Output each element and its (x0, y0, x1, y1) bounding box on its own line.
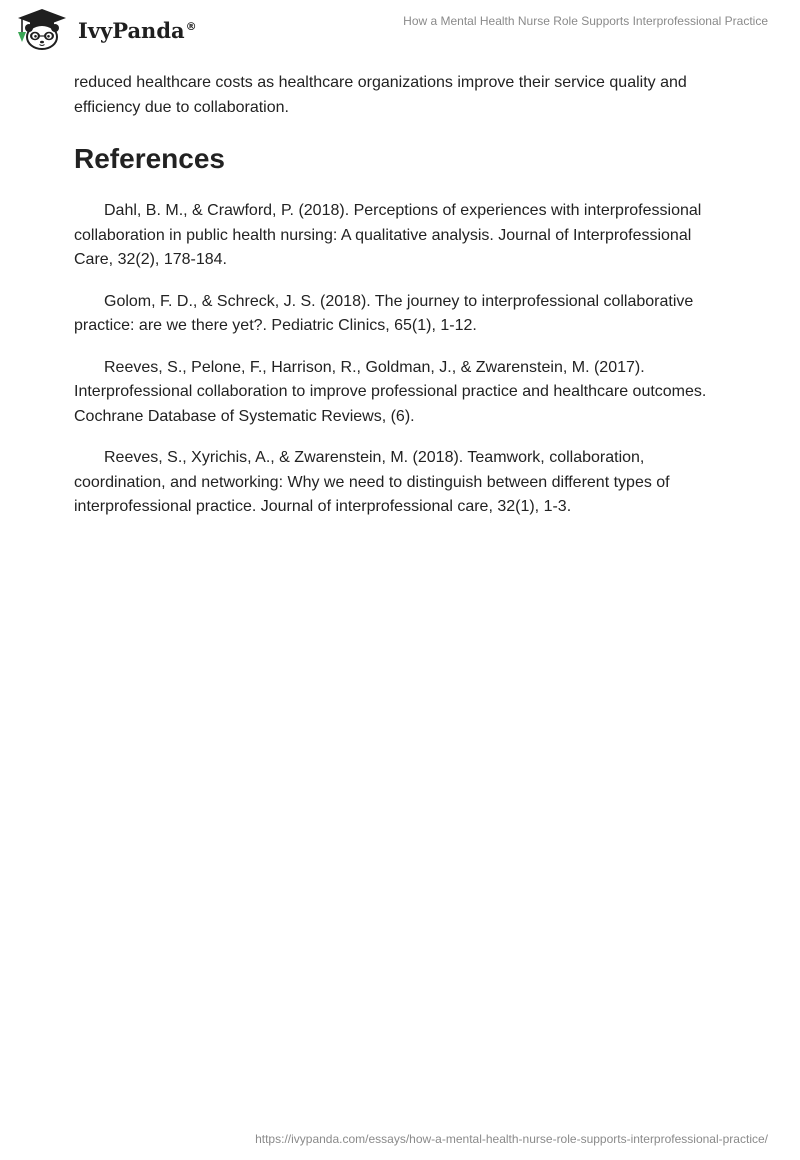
reference-item: Reeves, S., Xyrichis, A., & Zwarenstein, M. (2018). Teamwork, collaboration, coordination, and networking: Why we need to distinguish between different types of interprofessional practice. Journal of interprofessional care, 32(1), 1-3. (74, 449, 670, 515)
reference-item: Dahl, B. M., & Crawford, P. (2018). Perceptions of experiences with interprofessional collaboration in public health nursing: A qualitative analysis. Journal of Interprofessional Care, 32(2), 178-184. (74, 202, 702, 268)
document-title: How a Mental Health Nurse Role Supports Interprofessional Practice (403, 14, 768, 28)
logo-wordmark: IvyPanda® (78, 17, 197, 43)
references-heading: References (74, 143, 225, 174)
panda-graduate-icon (14, 8, 72, 50)
ivypanda-logo[interactable] (14, 8, 197, 50)
footer-url[interactable]: https://ivypanda.com/essays/how-a-mental-health-nurse-role-supports-interprofessional-practice/ (255, 1132, 768, 1146)
reference-item: Golom, F. D., & Schreck, J. S. (2018). The journey to interprofessional collaborative practice: are we there yet?. Pediatric Clinics, 65(1), 1-12. (74, 292, 694, 334)
reference-item: Reeves, S., Pelone, F., Harrison, R., Goldman, J., & Zwarenstein, M. (2017). Interprofessional collaboration to improve professional practice and healthcare outcomes. Cochrane Database of Systematic Reviews, (6). (74, 358, 707, 425)
page-header (0, 0, 800, 60)
registered-mark: ® (185, 19, 197, 33)
essay-content (74, 71, 734, 537)
references-list (74, 199, 734, 520)
intro-paragraph: reduced healthcare costs as healthcare organizations improve their service quality and efficiency due to collaboration. (74, 74, 687, 116)
